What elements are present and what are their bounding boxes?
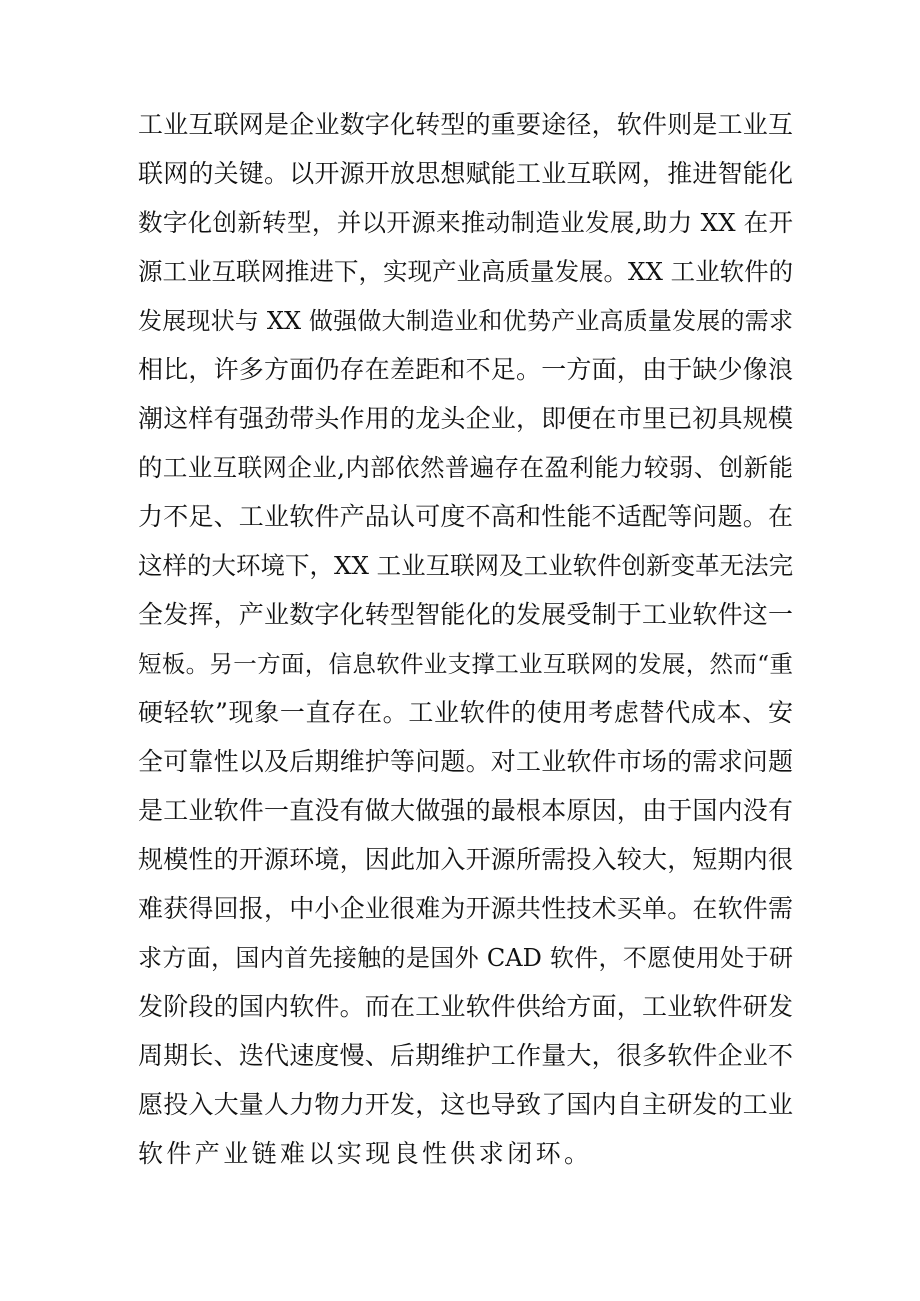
paragraph-line: 愿投入大量人力物力开发，这也导致了国内自主研发的工业 (138, 1090, 793, 1119)
paragraph-line: 发阶段的国内软件。而在工业软件供给方面，工业软件研发 (138, 992, 793, 1021)
paragraph-line: 全可靠性以及后期维护等问题。对工业软件市场的需求问题 (138, 747, 793, 776)
paragraph-line: 相比，许多方面仍存在差距和不足。一方面，由于缺少像浪 (138, 355, 793, 384)
paragraph-line: 求方面，国内首先接触的是国外 CAD 软件，不愿使用处于研 (138, 944, 793, 972)
paragraph-line: 难获得回报，中小企业很难为开源共性技术买单。在软件需 (138, 894, 793, 923)
paragraph-line: 潮这样有强劲带头作用的龙头企业，即便在市里已初具规模 (138, 404, 793, 433)
paragraph-line-last: 软件产业链难以实现良性供求闭环。 (138, 1139, 593, 1168)
paragraph-line: 硬轻软”现象一直存在。工业软件的使用考虑替代成本、安 (138, 698, 793, 727)
paragraph-line: 源工业互联网推进下，实现产业高质量发展。XX 工业软件的 (138, 257, 794, 286)
paragraph-line: 力不足、工业软件产品认可度不高和性能不适配等问题。在 (138, 502, 793, 531)
paragraph-line: 全发挥，产业数字化转型智能化的发展受制于工业软件这一 (138, 600, 793, 629)
paragraph-line: 是工业软件一直没有做大做强的最根本原因，由于国内没有 (138, 796, 793, 825)
paragraph-line: 周期长、迭代速度慢、后期维护工作量大，很多软件企业不 (138, 1041, 793, 1070)
paragraph-line: 工业互联网是企业数字化转型的重要途径，软件则是工业互 (138, 110, 793, 139)
paragraph-line: 发展现状与 XX 做强做大制造业和优势产业高质量发展的需求 (138, 307, 793, 335)
paragraph-line: 规模性的开源环境，因此加入开源所需投入较大，短期内很 (138, 845, 793, 874)
paragraph-line: 短板。另一方面，信息软件业支撑工业互联网的发展，然而“重 (138, 650, 793, 678)
paragraph-line: 联网的关键。以开源开放思想赋能工业互联网，推进智能化 (138, 159, 793, 188)
paragraph-line: 这样的大环境下，XX 工业互联网及工业软件创新变革无法完 (138, 551, 794, 580)
paragraph-line: 的工业互联网企业,内部依然普遍存在盈利能力较弱、创新能 (138, 453, 793, 482)
paragraph-line: 数字化创新转型，并以开源来推动制造业发展,助力 XX 在开 (138, 208, 793, 237)
